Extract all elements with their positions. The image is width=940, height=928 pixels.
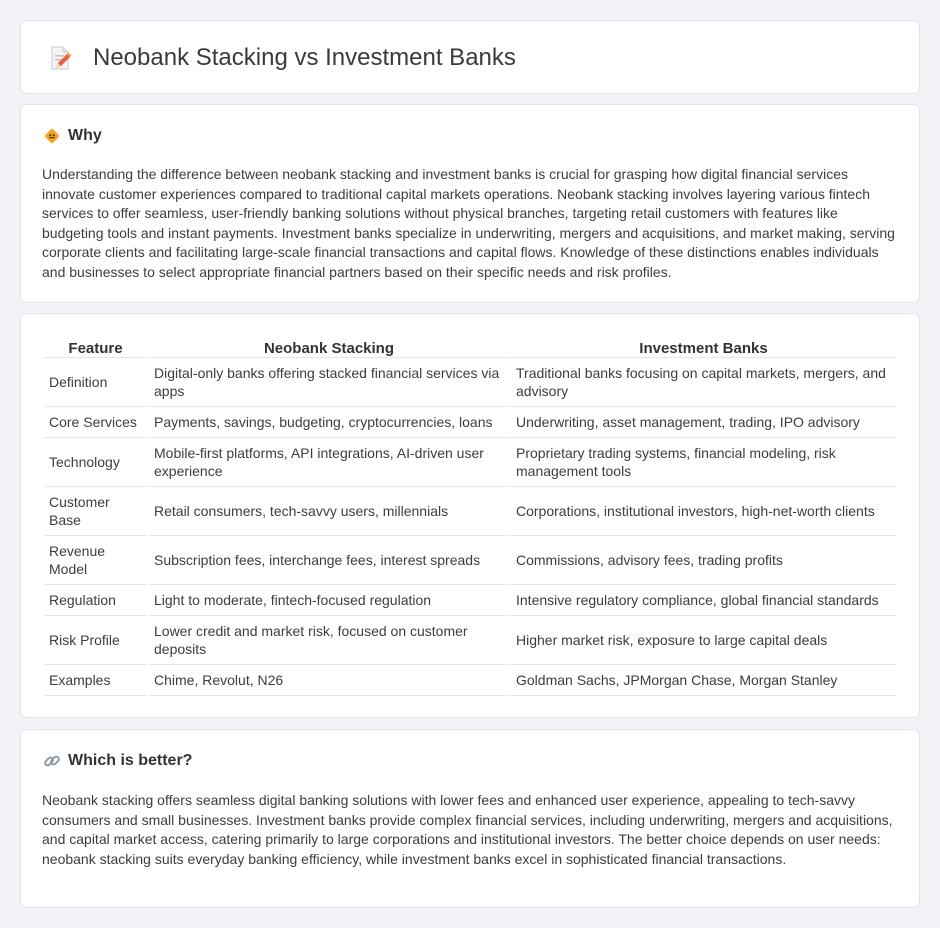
row-feature: Risk Profile (44, 616, 147, 665)
table-row (44, 536, 896, 585)
row-feature: Examples (44, 665, 147, 696)
table-row (44, 487, 896, 536)
row-feature: Customer Base (44, 487, 147, 536)
row-neobank: Lower credit and market risk, focused on customer deposits (149, 616, 509, 665)
table-row (44, 665, 896, 696)
row-feature: Technology (44, 438, 147, 487)
better-heading (43, 752, 192, 770)
row-neobank: Chime, Revolut, N26 (149, 665, 509, 696)
why-title: Why (68, 127, 102, 144)
row-neobank: Subscription fees, interchange fees, interest spreads (149, 536, 509, 585)
table-row (44, 407, 896, 438)
row-feature: Core Services (44, 407, 147, 438)
better-title: Which is better? (68, 752, 193, 769)
header-feature: Feature (44, 336, 147, 358)
row-investment: Proprietary trading systems, financial modeling, risk management tools (511, 438, 896, 487)
row-feature: Regulation (44, 585, 147, 616)
row-neobank: Payments, savings, budgeting, cryptocurrencies, loans (149, 407, 509, 438)
table-row (44, 585, 896, 616)
row-investment: Higher market risk, exposure to large capital deals (511, 616, 896, 665)
diamond-sign-icon (43, 127, 61, 145)
why-section (20, 104, 920, 303)
row-neobank: Light to moderate, fintech-focused regulation (149, 585, 509, 616)
row-investment: Intensive regulatory compliance, global financial standards (511, 585, 896, 616)
table-row (44, 616, 896, 665)
title-row (47, 44, 516, 72)
row-neobank: Retail consumers, tech-savvy users, millennials (149, 487, 509, 536)
table-header-row (44, 336, 896, 358)
comparison-card (20, 313, 920, 718)
row-neobank: Mobile-first platforms, API integrations, AI-driven user experience (149, 438, 509, 487)
header-card (20, 20, 920, 94)
table-row (44, 358, 896, 407)
better-text: Neobank stacking offers seamless digital banking solutions with lower fees and enhanced user experience, appealing to tech-savvy consumers and small businesses. Investment banks provide complex financial services, including underwriting, mergers and acquisitions, and capital market access, catering primarily to large corporations and institutional investors. The better choice depends on user needs: neobank stacking suits everyday banking efficiency, while investment banks excel in sophisticated financial transactions. (42, 792, 893, 867)
better-section (20, 729, 920, 908)
row-investment: Underwriting, asset management, trading, IPO advisory (511, 407, 896, 438)
document-pencil-icon (47, 45, 73, 71)
row-feature: Revenue Model (44, 536, 147, 585)
table-row (44, 438, 896, 487)
row-investment: Commissions, advisory fees, trading profits (511, 536, 896, 585)
header-investment: Investment Banks (511, 336, 896, 358)
row-investment: Goldman Sachs, JPMorgan Chase, Morgan Stanley (511, 665, 896, 696)
why-heading (43, 127, 102, 145)
why-text: Understanding the difference between neobank stacking and investment banks is crucial for grasping how digital financial services innovate customer experiences compared to traditional capital markets operations. Neobank stacking involves layering various fintech services to offer seamless, user-friendly banking solutions without physical branches, targeting retail customers with features like budgeting tools and instant payments. Investment banks specialize in underwriting, mergers and acquisitions, and market making, serving corporate clients and facilitating large-scale financial transactions and capital flows. Knowledge of these distinctions enables individuals and businesses to select appropriate financial partners based on their specific needs and risk profiles. (42, 166, 895, 280)
link-icon (43, 752, 61, 770)
page-title: Neobank Stacking vs Investment Banks (93, 44, 516, 71)
row-investment: Corporations, institutional investors, high-net-worth clients (511, 487, 896, 536)
row-feature: Definition (44, 358, 147, 407)
row-investment: Traditional banks focusing on capital markets, mergers, and advisory (511, 358, 896, 407)
row-neobank: Digital-only banks offering stacked financial services via apps (149, 358, 509, 407)
comparison-table (42, 336, 898, 696)
header-neobank: Neobank Stacking (149, 336, 509, 358)
